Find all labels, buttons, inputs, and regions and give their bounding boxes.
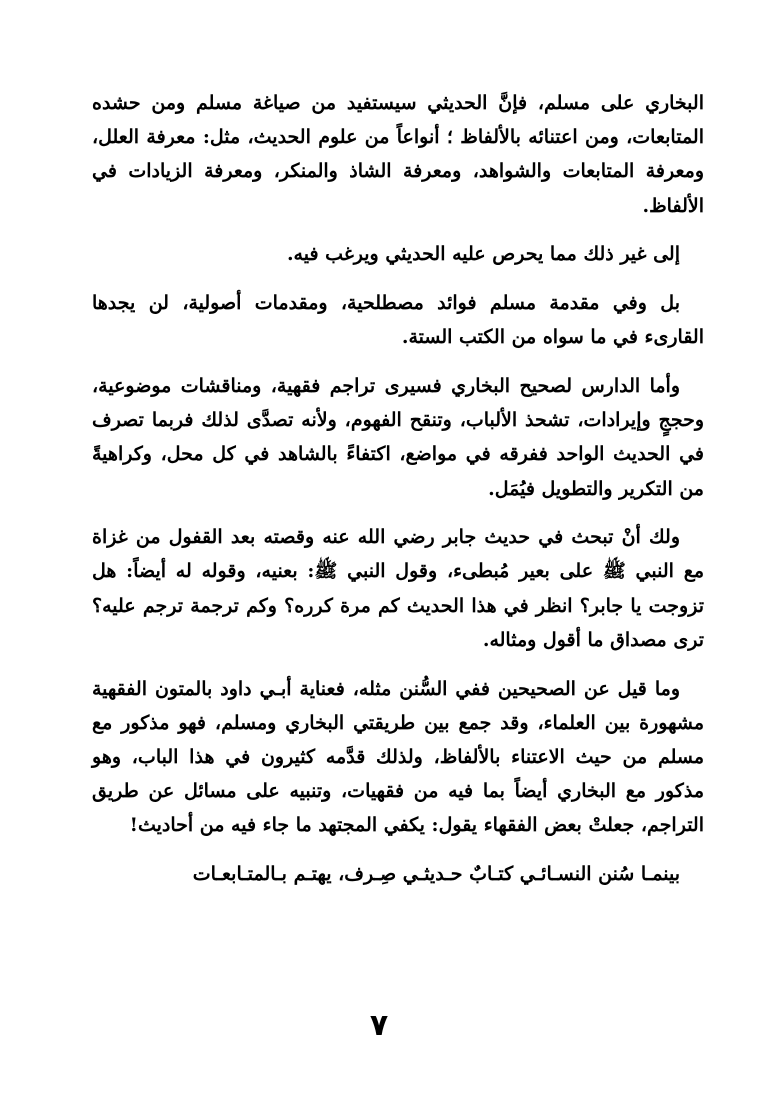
paragraph: بل وفي مقدمة مسلم فوائد مصطلحية، ومقدمات أصولية، لن يجدها القارىء في ما سواه من الكتب الستة. <box>92 292 704 349</box>
paragraph: وما قيل عن الصحيحين ففي السُّنن مثله، فعناية أبـي داود بالمتون الفقهية مشهورة بين العلماء، وقد جمع بين طريقتي البخاري ومسلم، فهو مذكور مع مسلم من حيث الاعتناء بالألفاظ، ولذلك قدَّمه كثيرون في هذا الباب، وهو مذكور مع البخاري أيضاً بما فيه من فقهيات، وتنبيه على مسائل عن طريق التراجم، جعلتْ بعض الفقهاء يقول: يكفي المجتهد ما جاء فيه من أحاديث! <box>92 677 704 837</box>
paragraph: إلى غير ذلك مما يحرص عليه الحديثي ويرغب فيه. <box>286 243 680 266</box>
paragraph-continues: بينمـا سُنن النسـائـي كتـابٌ حـديثـي صِـرف، يهتـم بـالمتـابعـات <box>192 863 680 886</box>
paragraph: ولك أنْ تبحث في حديث جابر رضي الله عنه وقصته بعد القفول من غزاة مع النبي ﷺ على بعير مُبطىء، وقول النبي ﷺ: بعنيه، وقوله له أيضاً: هل تزوجت يا جابر؟ انظر في هذا الحديث كم مرة كرره؟ وكم ترجمة ترجم عليه؟ ترى مصداق ما أقول ومثاله. <box>92 526 704 651</box>
paragraph-continuation: البخاري على مسلم، فإنَّ الحديثي سيستفيد من صياغة مسلم ومن حشده المتابعات، ومن اعتنائه بالألفاظ ؛ أنواعاً من علوم الحديث، مثل: معرفة العلل، ومعرفة المتابعات والشواهد، ومعرفة الشاذ والمنكر، ومعرفة الزيادات في الألفاظ. <box>92 92 704 217</box>
paragraph: وأما الدارس لصحيح البخاري فسيرى تراجم فقهية، ومناقشات موضوعية، وحججٍ وإيرادات، تشحذ الألباب، وتنقح الفهوم، ولأنه تصدَّى لذلك فربما تصرف في الحديث الواحد ففرقه في مواضع، اكتفاءً بالشاهد في كل محل، وكراهيةً من التكرير والتطويل فيُمَل. <box>92 374 704 500</box>
body-text <box>92 86 704 906</box>
page-number: ٧ <box>369 1008 389 1043</box>
